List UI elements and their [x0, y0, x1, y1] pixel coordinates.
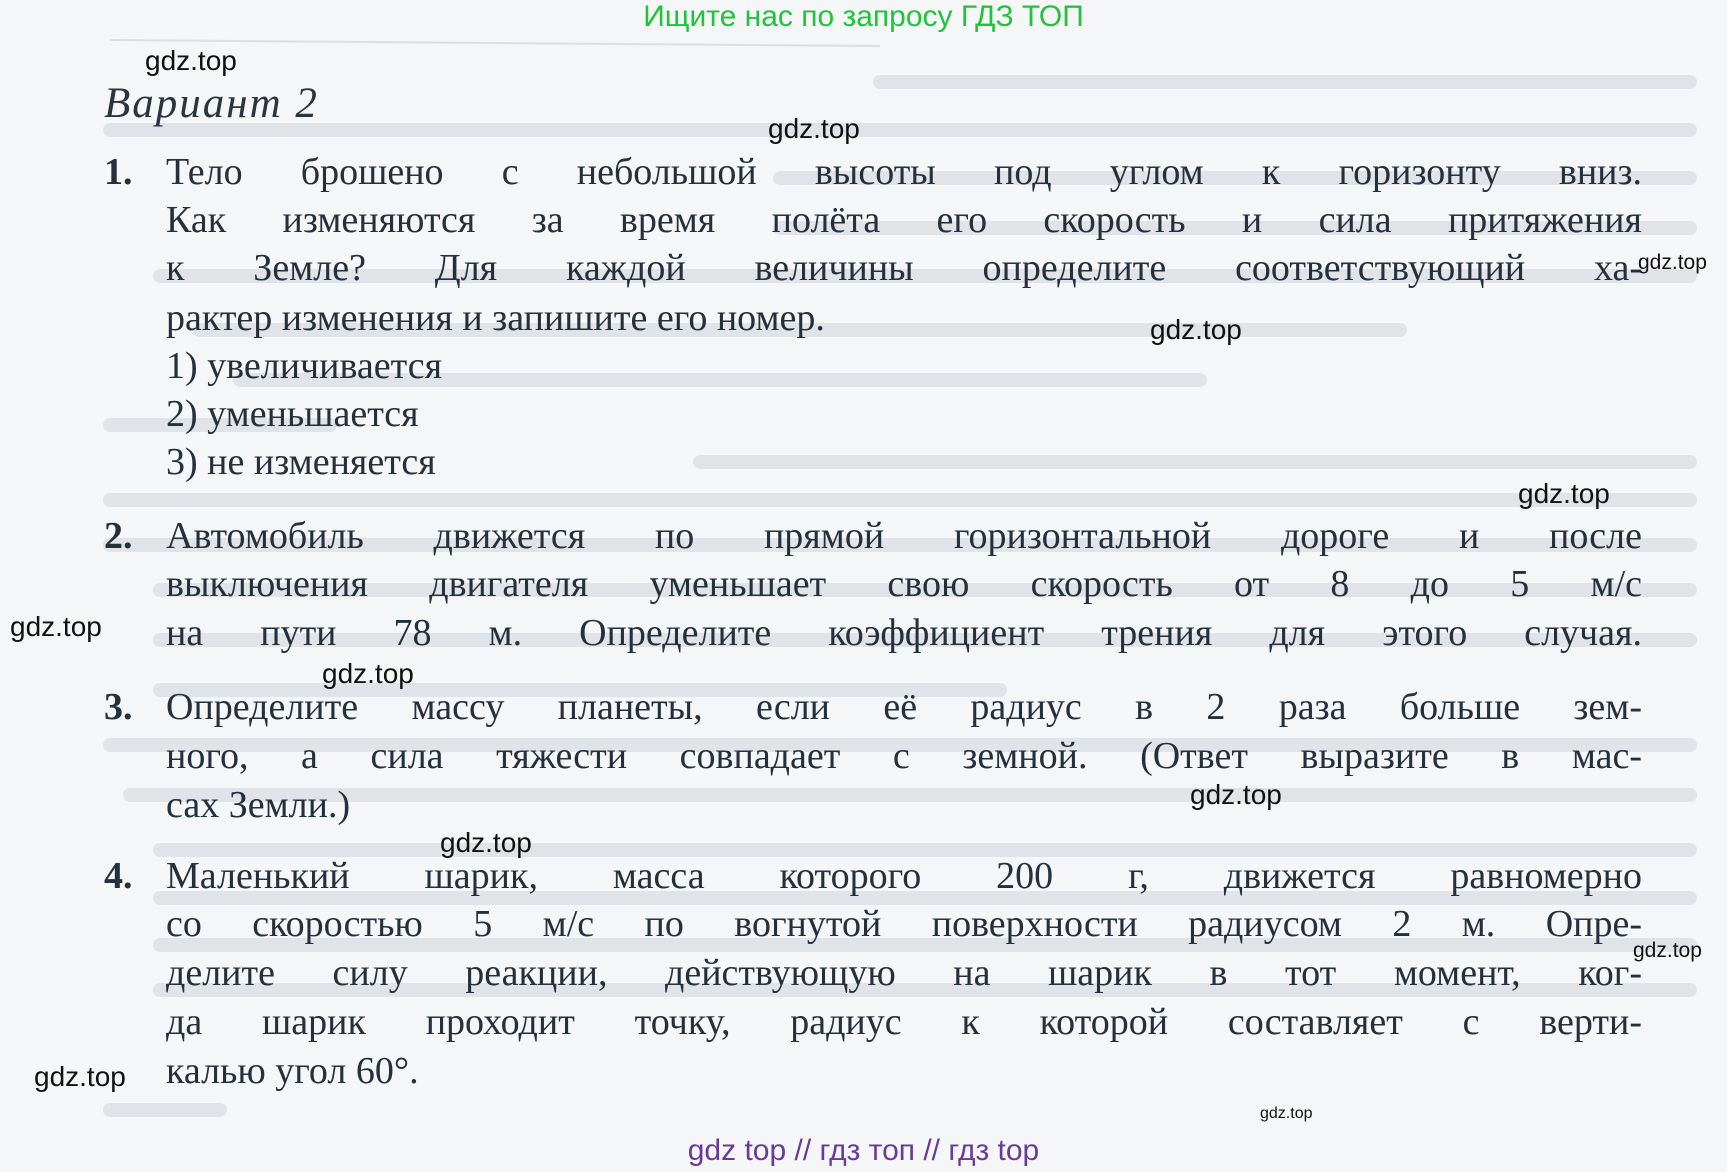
problem-text-line: Маленький шарик, масса которого 200 г, движется равномерно [166, 855, 1642, 897]
watermark-label: gdz.top [322, 658, 414, 689]
problem-text-line: ного, а сила тяжести совпадает с земной. (Ответ выразите в мас- [166, 735, 1642, 777]
problem-text-line: со скоростью 5 м/с по вогнутой поверхности радиусом 2 м. Опре- [166, 903, 1642, 945]
answer-option: 2) уменьшается [166, 393, 419, 435]
watermark-label: gdz.top [768, 113, 860, 144]
watermark-label: gdz.top [1638, 251, 1707, 274]
problem-text-line: калью угол 60°. [166, 1050, 419, 1092]
watermark-label: gdz.top [145, 45, 237, 76]
problem-text-line: к Земле? Для каждой величины определите соответствующий ха- [166, 247, 1642, 289]
problem-text-line: да шарик проходит точку, радиус к которой составляет с верти- [166, 1001, 1642, 1043]
answer-option: 1) увеличивается [166, 345, 443, 387]
watermark-label: gdz.top [1260, 1105, 1313, 1122]
watermark-label: gdz.top [1633, 939, 1702, 962]
variant-title: Вариант 2 [104, 80, 319, 127]
problem-text-line: Тело брошено с небольшой высоты под углом к горизонту вниз. [166, 151, 1642, 193]
watermark-label: gdz.top [1190, 779, 1282, 810]
problem-number: 1. [104, 151, 133, 193]
problem-text-line: делите силу реакции, действующую на шарик в тот момент, ког- [166, 952, 1642, 994]
problem-text-line: Определите массу планеты, если её радиус в 2 раза больше зем- [166, 686, 1642, 728]
problem-number: 3. [104, 686, 133, 728]
answer-option: 3) не изменяется [166, 441, 436, 483]
search-banner[interactable]: Ищите нас по запросу ГДЗ ТОП [643, 0, 1084, 33]
watermark-label: gdz.top [10, 611, 102, 642]
problem-text-line: выключения двигателя уменьшает свою скорость от 8 до 5 м/с [166, 563, 1642, 605]
footer-banner[interactable]: gdz top // гдз топ // гдз top [687, 1134, 1040, 1167]
problem-text-line: рактер изменения и запишите его номер. [166, 297, 825, 339]
problem-text-line: Автомобиль движется по прямой горизонтальной дороге и после [166, 515, 1642, 557]
watermark-label: gdz.top [1518, 478, 1610, 509]
problem-number: 4. [104, 855, 133, 897]
problem-text-line: Как изменяются за время полёта его скорость и сила притяжения [166, 199, 1642, 241]
watermark-label: gdz.top [1150, 314, 1242, 345]
problem-number: 2. [104, 515, 133, 557]
problem-text-line: на пути 78 м. Определите коэффициент трения для этого случая. [166, 612, 1642, 654]
watermark-label: gdz.top [440, 827, 532, 858]
problem-text-line: сах Земли.) [166, 784, 351, 826]
watermark-label: gdz.top [34, 1061, 126, 1092]
